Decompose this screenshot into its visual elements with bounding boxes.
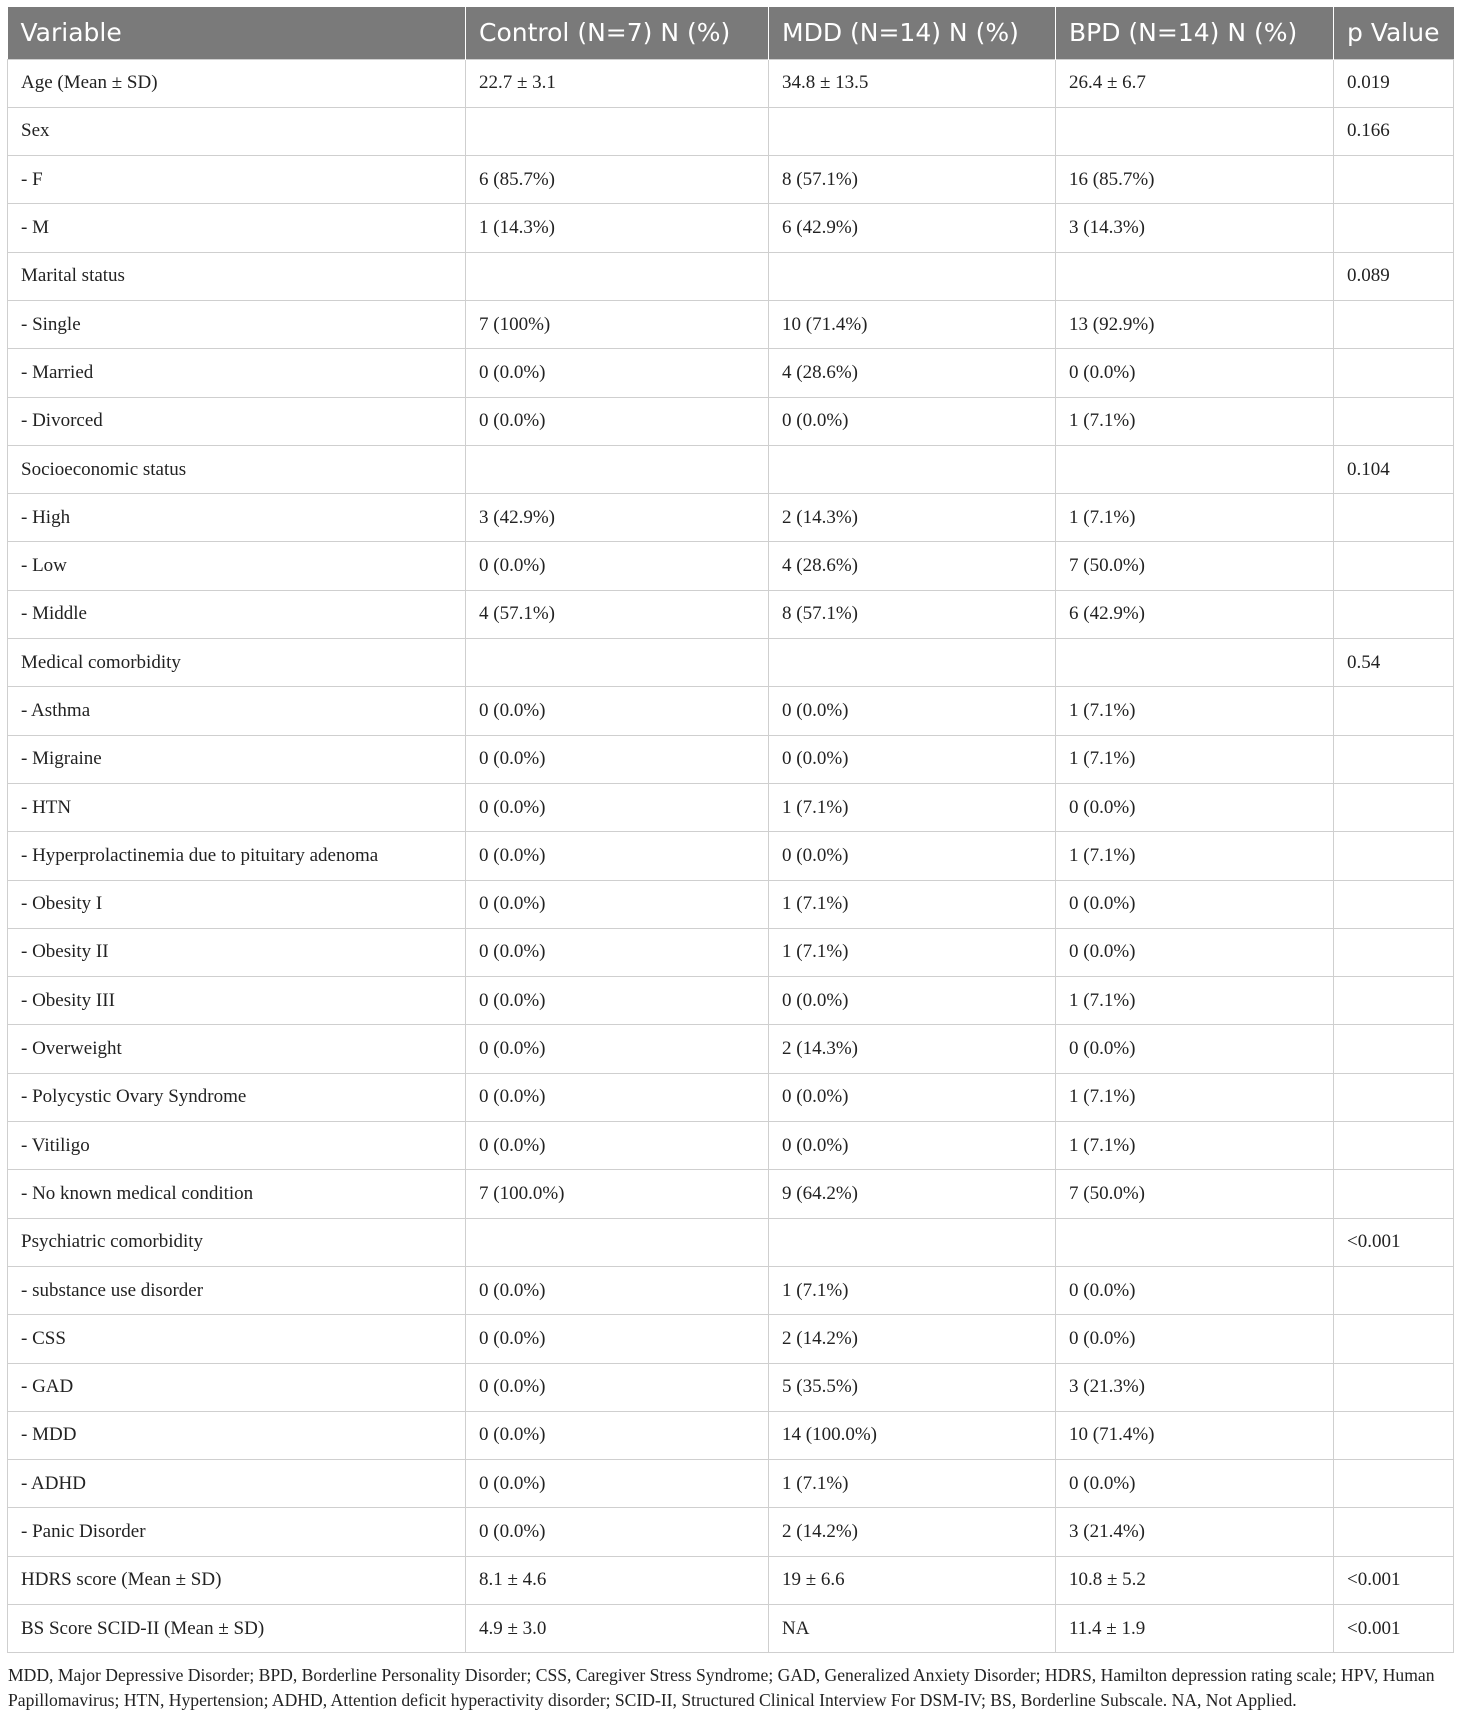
cell-variable: - MDD — [8, 1411, 466, 1459]
cell-control: 0 (0.0%) — [466, 977, 769, 1025]
header-bpd: BPD (N=14) N (%) — [1056, 7, 1334, 59]
cell-variable: - Obesity I — [8, 880, 466, 928]
cell-variable: - Single — [8, 300, 466, 348]
cell-p-value — [1334, 1508, 1454, 1556]
cell-control: 0 (0.0%) — [466, 1073, 769, 1121]
cell-p-value — [1334, 1411, 1454, 1459]
cell-p-value: 0.089 — [1334, 252, 1454, 300]
cell-variable: HDRS score (Mean ± SD) — [8, 1556, 466, 1604]
table-row — [8, 880, 1454, 928]
cell-p-value — [1334, 735, 1454, 783]
cell-mdd: 1 (7.1%) — [769, 928, 1056, 976]
cell-p-value — [1334, 687, 1454, 735]
cell-control: 0 (0.0%) — [466, 880, 769, 928]
cell-p-value: 0.166 — [1334, 107, 1454, 155]
cell-p-value — [1334, 1266, 1454, 1314]
cell-variable: - Asthma — [8, 687, 466, 735]
cell-control — [466, 252, 769, 300]
cell-control — [466, 107, 769, 155]
cell-control: 0 (0.0%) — [466, 687, 769, 735]
cell-variable: - Vitiligo — [8, 1122, 466, 1170]
cell-p-value: 0.019 — [1334, 59, 1454, 107]
cell-mdd: 8 (57.1%) — [769, 156, 1056, 204]
cell-variable: - Panic Disorder — [8, 1508, 466, 1556]
cell-bpd: 1 (7.1%) — [1056, 977, 1334, 1025]
table-row — [8, 542, 1454, 590]
cell-p-value — [1334, 204, 1454, 252]
cell-p-value — [1334, 1170, 1454, 1218]
table-row — [8, 494, 1454, 542]
table-row — [8, 1122, 1454, 1170]
cell-control — [466, 445, 769, 493]
cell-control: 0 (0.0%) — [466, 542, 769, 590]
cell-bpd: 7 (50.0%) — [1056, 542, 1334, 590]
cell-p-value — [1334, 1073, 1454, 1121]
cell-variable: - GAD — [8, 1363, 466, 1411]
cell-mdd: 10 (71.4%) — [769, 300, 1056, 348]
cell-bpd: 1 (7.1%) — [1056, 1122, 1334, 1170]
cell-control: 0 (0.0%) — [466, 1363, 769, 1411]
header-row — [8, 7, 1454, 59]
table-row — [8, 1170, 1454, 1218]
table-row — [8, 1508, 1454, 1556]
table-row — [8, 204, 1454, 252]
cell-control: 0 (0.0%) — [466, 1025, 769, 1073]
cell-p-value — [1334, 928, 1454, 976]
cell-mdd: 1 (7.1%) — [769, 1266, 1056, 1314]
cell-bpd: 0 (0.0%) — [1056, 1266, 1334, 1314]
table-row — [8, 300, 1454, 348]
cell-control: 0 (0.0%) — [466, 397, 769, 445]
cell-control: 0 (0.0%) — [466, 832, 769, 880]
cell-bpd: 0 (0.0%) — [1056, 928, 1334, 976]
table-body — [8, 59, 1454, 1653]
cell-variable: Psychiatric comorbidity — [8, 1218, 466, 1266]
cell-control: 6 (85.7%) — [466, 156, 769, 204]
table-row — [8, 639, 1454, 687]
table-container — [7, 7, 1453, 1653]
cell-mdd: 0 (0.0%) — [769, 977, 1056, 1025]
table-row — [8, 735, 1454, 783]
cell-control: 0 (0.0%) — [466, 928, 769, 976]
cell-mdd — [769, 252, 1056, 300]
table-row — [8, 445, 1454, 493]
cell-variable: - HTN — [8, 783, 466, 831]
cell-control: 4 (57.1%) — [466, 590, 769, 638]
cell-control: 0 (0.0%) — [466, 1315, 769, 1363]
cell-bpd: 3 (21.4%) — [1056, 1508, 1334, 1556]
cell-mdd: 1 (7.1%) — [769, 783, 1056, 831]
cell-p-value — [1334, 397, 1454, 445]
cell-variable: - substance use disorder — [8, 1266, 466, 1314]
cell-control: 8.1 ± 4.6 — [466, 1556, 769, 1604]
cell-variable: - Obesity II — [8, 928, 466, 976]
table-row — [8, 59, 1454, 107]
cell-variable: - CSS — [8, 1315, 466, 1363]
cell-control: 3 (42.9%) — [466, 494, 769, 542]
cell-mdd: 2 (14.3%) — [769, 494, 1056, 542]
cell-mdd: 1 (7.1%) — [769, 880, 1056, 928]
cell-control: 4.9 ± 3.0 — [466, 1605, 769, 1653]
cell-mdd: 19 ± 6.6 — [769, 1556, 1056, 1604]
table-row — [8, 1218, 1454, 1266]
cell-variable: - F — [8, 156, 466, 204]
cell-mdd: 2 (14.2%) — [769, 1508, 1056, 1556]
cell-bpd — [1056, 445, 1334, 493]
cell-bpd: 10.8 ± 5.2 — [1056, 1556, 1334, 1604]
cell-p-value: <0.001 — [1334, 1218, 1454, 1266]
table-row — [8, 1363, 1454, 1411]
cell-bpd: 10 (71.4%) — [1056, 1411, 1334, 1459]
table-row — [8, 687, 1454, 735]
cell-control: 0 (0.0%) — [466, 783, 769, 831]
cell-variable: Sex — [8, 107, 466, 155]
table-row — [8, 1266, 1454, 1314]
cell-p-value — [1334, 880, 1454, 928]
cell-bpd: 1 (7.1%) — [1056, 832, 1334, 880]
cell-variable: Age (Mean ± SD) — [8, 59, 466, 107]
table-row — [8, 1460, 1454, 1508]
cell-mdd: 0 (0.0%) — [769, 735, 1056, 783]
cell-bpd: 0 (0.0%) — [1056, 1315, 1334, 1363]
header-p-value: p Value — [1334, 7, 1454, 59]
table-row — [8, 397, 1454, 445]
cell-bpd: 13 (92.9%) — [1056, 300, 1334, 348]
cell-p-value — [1334, 494, 1454, 542]
table-row — [8, 928, 1454, 976]
cell-control: 7 (100%) — [466, 300, 769, 348]
cell-variable: - Married — [8, 349, 466, 397]
table-row — [8, 1315, 1454, 1363]
cell-variable: - High — [8, 494, 466, 542]
cell-bpd: 1 (7.1%) — [1056, 687, 1334, 735]
cell-control: 0 (0.0%) — [466, 1508, 769, 1556]
cell-mdd: 2 (14.3%) — [769, 1025, 1056, 1073]
cell-bpd: 6 (42.9%) — [1056, 590, 1334, 638]
table-row — [8, 1073, 1454, 1121]
cell-control — [466, 639, 769, 687]
cell-variable: - M — [8, 204, 466, 252]
cell-variable: - Divorced — [8, 397, 466, 445]
cell-p-value — [1334, 1122, 1454, 1170]
cell-variable: - Polycystic Ovary Syndrome — [8, 1073, 466, 1121]
cell-bpd: 0 (0.0%) — [1056, 1025, 1334, 1073]
cell-variable: - Migraine — [8, 735, 466, 783]
cell-control: 0 (0.0%) — [466, 1266, 769, 1314]
cell-variable: - Low — [8, 542, 466, 590]
cell-variable: - Hyperprolactinemia due to pituitary adenoma — [8, 832, 466, 880]
cell-bpd: 0 (0.0%) — [1056, 1460, 1334, 1508]
cell-control: 0 (0.0%) — [466, 1411, 769, 1459]
table-header — [8, 7, 1454, 59]
table-footnote: MDD, Major Depressive Disorder; BPD, Borderline Personality Disorder; CSS, Caregiver Stress Syndrome; GAD, Generalized Anxiety Disorder; HDRS, Hamilton depression rating scale; HPV, Human Papillomavirus; HTN, Hypertension; ADHD, Attention deficit hyperactivity disorder; SCID-II, Structured Clinical Interview For DSM-IV; BS, Borderline Subscale. NA, Not Applied. — [8, 1665, 1435, 1710]
cell-p-value — [1334, 542, 1454, 590]
table-row — [8, 783, 1454, 831]
cell-control: 7 (100.0%) — [466, 1170, 769, 1218]
cell-p-value — [1334, 349, 1454, 397]
cell-mdd — [769, 445, 1056, 493]
cell-p-value — [1334, 300, 1454, 348]
cell-bpd: 1 (7.1%) — [1056, 494, 1334, 542]
cell-p-value — [1334, 783, 1454, 831]
header-control: Control (N=7) N (%) — [466, 7, 769, 59]
cell-variable: - No known medical condition — [8, 1170, 466, 1218]
cell-bpd: 0 (0.0%) — [1056, 880, 1334, 928]
cell-p-value — [1334, 156, 1454, 204]
table-row — [8, 252, 1454, 300]
table-row — [8, 1605, 1454, 1653]
cell-bpd: 1 (7.1%) — [1056, 735, 1334, 783]
cell-mdd: 0 (0.0%) — [769, 1122, 1056, 1170]
cell-mdd: 0 (0.0%) — [769, 1073, 1056, 1121]
cell-bpd: 0 (0.0%) — [1056, 783, 1334, 831]
cell-mdd: 0 (0.0%) — [769, 397, 1056, 445]
cell-p-value — [1334, 590, 1454, 638]
cell-p-value: 0.54 — [1334, 639, 1454, 687]
cell-bpd — [1056, 639, 1334, 687]
cell-p-value: 0.104 — [1334, 445, 1454, 493]
cell-mdd: 2 (14.2%) — [769, 1315, 1056, 1363]
table-row — [8, 590, 1454, 638]
cell-mdd: 5 (35.5%) — [769, 1363, 1056, 1411]
table-row — [8, 832, 1454, 880]
cell-p-value — [1334, 832, 1454, 880]
header-variable: Variable — [8, 7, 466, 59]
cell-control: 0 (0.0%) — [466, 349, 769, 397]
cell-control: 22.7 ± 3.1 — [466, 59, 769, 107]
table-row — [8, 349, 1454, 397]
cell-bpd: 11.4 ± 1.9 — [1056, 1605, 1334, 1653]
cell-bpd: 1 (7.1%) — [1056, 397, 1334, 445]
cell-bpd: 1 (7.1%) — [1056, 1073, 1334, 1121]
cell-mdd: 4 (28.6%) — [769, 542, 1056, 590]
table-row — [8, 156, 1454, 204]
cell-mdd: 0 (0.0%) — [769, 832, 1056, 880]
cell-variable: - Overweight — [8, 1025, 466, 1073]
cell-mdd: NA — [769, 1605, 1056, 1653]
table-row — [8, 1025, 1454, 1073]
cell-variable: - Middle — [8, 590, 466, 638]
cell-bpd: 7 (50.0%) — [1056, 1170, 1334, 1218]
table-row — [8, 977, 1454, 1025]
demographics-table — [7, 7, 1454, 1653]
cell-bpd: 16 (85.7%) — [1056, 156, 1334, 204]
cell-mdd — [769, 639, 1056, 687]
table-row — [8, 1411, 1454, 1459]
cell-bpd: 0 (0.0%) — [1056, 349, 1334, 397]
cell-mdd — [769, 1218, 1056, 1266]
cell-bpd: 3 (14.3%) — [1056, 204, 1334, 252]
cell-bpd: 3 (21.3%) — [1056, 1363, 1334, 1411]
header-mdd: MDD (N=14) N (%) — [769, 7, 1056, 59]
cell-p-value — [1334, 1025, 1454, 1073]
cell-mdd: 9 (64.2%) — [769, 1170, 1056, 1218]
cell-p-value: <0.001 — [1334, 1605, 1454, 1653]
cell-variable: Marital status — [8, 252, 466, 300]
cell-mdd: 8 (57.1%) — [769, 590, 1056, 638]
cell-mdd: 14 (100.0%) — [769, 1411, 1056, 1459]
cell-bpd — [1056, 107, 1334, 155]
table-row — [8, 107, 1454, 155]
cell-control: 0 (0.0%) — [466, 1122, 769, 1170]
cell-mdd: 34.8 ± 13.5 — [769, 59, 1056, 107]
cell-p-value — [1334, 977, 1454, 1025]
cell-variable: BS Score SCID-II (Mean ± SD) — [8, 1605, 466, 1653]
cell-p-value — [1334, 1315, 1454, 1363]
cell-bpd — [1056, 1218, 1334, 1266]
cell-p-value — [1334, 1460, 1454, 1508]
cell-p-value: <0.001 — [1334, 1556, 1454, 1604]
cell-control — [466, 1218, 769, 1266]
table-row — [8, 1556, 1454, 1604]
cell-variable: Medical comorbidity — [8, 639, 466, 687]
cell-mdd — [769, 107, 1056, 155]
cell-mdd: 0 (0.0%) — [769, 687, 1056, 735]
cell-control: 1 (14.3%) — [466, 204, 769, 252]
cell-control: 0 (0.0%) — [466, 735, 769, 783]
cell-control: 0 (0.0%) — [466, 1460, 769, 1508]
cell-bpd — [1056, 252, 1334, 300]
cell-variable: - Obesity III — [8, 977, 466, 1025]
cell-variable: - ADHD — [8, 1460, 466, 1508]
cell-bpd: 26.4 ± 6.7 — [1056, 59, 1334, 107]
cell-variable: Socioeconomic status — [8, 445, 466, 493]
cell-mdd: 1 (7.1%) — [769, 1460, 1056, 1508]
cell-mdd: 6 (42.9%) — [769, 204, 1056, 252]
cell-p-value — [1334, 1363, 1454, 1411]
cell-mdd: 4 (28.6%) — [769, 349, 1056, 397]
